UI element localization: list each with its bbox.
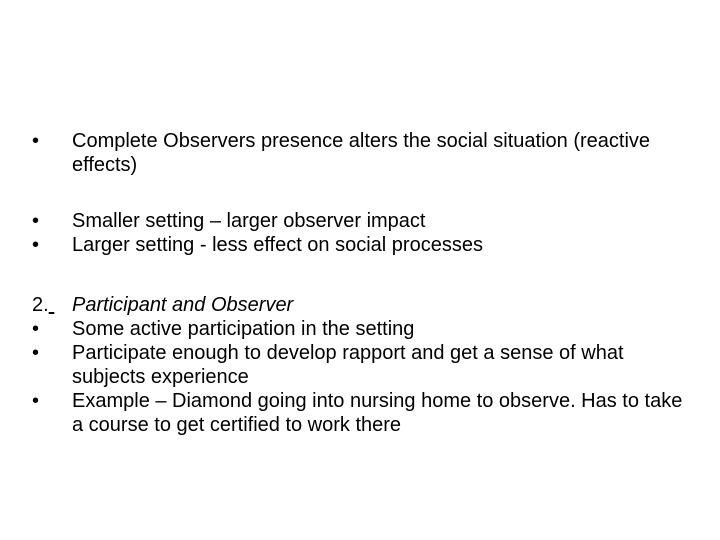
bullet-item xyxy=(30,389,690,437)
bullet-item xyxy=(30,233,690,257)
bullet-text: Example – Diamond going into nursing home to observe. Has to take a course to get certified to work there xyxy=(72,390,683,436)
bullet-dot: • xyxy=(32,342,40,364)
bullet-text: Smaller setting – larger observer impact xyxy=(72,210,426,232)
bullet-text: Larger setting - less effect on social processes xyxy=(72,234,483,256)
section-heading xyxy=(30,293,690,317)
bullet-dot: • xyxy=(32,210,40,232)
bullet-dot: • xyxy=(32,130,40,152)
bullet-list-setting-size xyxy=(30,209,690,257)
bullet-item xyxy=(30,129,690,177)
section-title: Participant and Observer xyxy=(72,294,294,316)
bullet-dot: • xyxy=(32,390,40,412)
bullet-item xyxy=(30,317,690,341)
bullet-item xyxy=(30,209,690,233)
bullet-item xyxy=(30,341,690,389)
bullet-text: Participate enough to develop rapport and get a sense of what subjects experience xyxy=(72,342,624,388)
bullet-dot: • xyxy=(32,234,40,256)
bullet-text: Some active participation in the setting xyxy=(72,318,415,340)
bullet-dot: • xyxy=(32,318,40,340)
bullet-list-complete-observer xyxy=(30,129,690,177)
section-number: 2. xyxy=(32,294,49,316)
section-participant-observer xyxy=(30,293,690,437)
bullet-text: Complete Observers presence alters the social situation (reactive effects) xyxy=(72,130,651,176)
